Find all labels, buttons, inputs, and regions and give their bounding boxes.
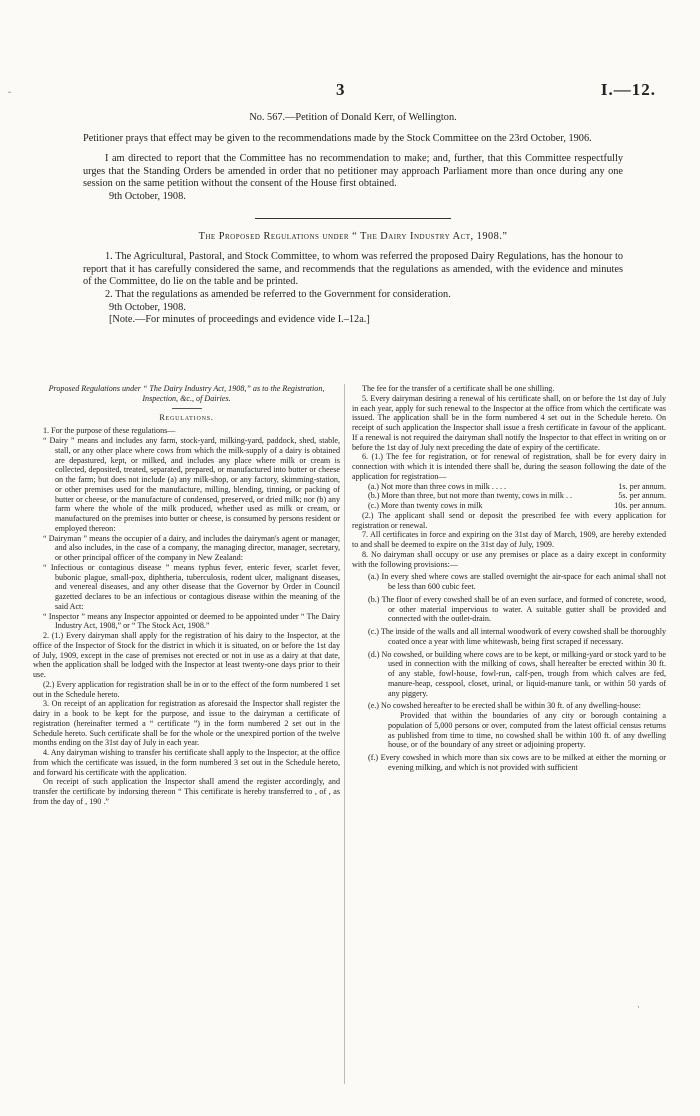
fee-row bbox=[352, 482, 666, 492]
paper-reference: I.—12. bbox=[600, 80, 656, 99]
clause-2-2: (2.) Every application for registration shall be in or to the effect of the form numbered 1 set out in the Schedule hereto. bbox=[33, 679, 340, 699]
top-section bbox=[83, 112, 623, 327]
regulations-heading: Regulations. bbox=[159, 412, 214, 422]
page-header bbox=[0, 80, 700, 100]
petition-date: 9th October, 1908. bbox=[109, 190, 186, 202]
clause-3: 3. On receipt of an application for registration as aforesaid the Inspector shall register the dairy in a book to be kept for the purpose, and issue to the dairyman a certificate of registration (hereinafter termed a “ certificate ”) in the form numbered 2 set out in the Schedule hereto. Such certificate shall be for the whole or the unexpired portion of the twelve months ending on the 31st day of July in each year. bbox=[33, 699, 340, 748]
right-column bbox=[352, 384, 666, 773]
provision-d: (d.) No cowshed, or building where cows are to be kept, or milking-yard or stock yard to be used in connection with the milking of cows, shall hereafter be erected within 30 ft. of any stable, fowl-house, fowl-run, calf-pen, trough from which calves are fed, manure-heap, cesspool, closet, urinal, or liquid-manure tank, or within 50 yards of any piggery. bbox=[368, 649, 666, 698]
provision-c: (c.) The inside of the walls and all internal woodwork of every cowshed shall be thoroughly coated once a year with lime whitewash, being first scraped if necessary. bbox=[368, 627, 666, 646]
clause-6-2: (2.) The applicant shall send or deposit the prescribed fee with every application for registration or renewal. bbox=[352, 510, 666, 530]
section-divider bbox=[255, 218, 451, 219]
report-note: [Note.—For minutes of proceedings and evidence vide I.–12a.] bbox=[109, 314, 370, 326]
regulations-title: Proposed Regulations under “ The Dairy Industry Act, 1908,” as to the Registration, Inspection, &c., of Dairies. bbox=[48, 384, 325, 403]
definition-dairy: “ Dairy ” means and includes any farm, stock-yard, milking-yard, paddock, shed, stable, stall, or any other place where cows from which the milk-supply of a dairy is obtained are depastured, kept, or milked, and includes any place where milk or cream is collected, deposited, treated, separated, prepared, or manufactured into butter or cheese on the farm; but does not include (a) any milk-shop, or any factory, skimming-station, or other premises used for the manufacture, milling, blending, tinning, or packing of butter or cheese, or the manufacture of condensed, preserved, or dried milk; nor (b) any farm where the whole of the milk produced, whether used as milk or cream, or manufactured on the premises into butter or cheese, is consumed by persons resident or employed thereon: bbox=[43, 436, 340, 533]
left-column bbox=[33, 384, 340, 807]
petition-prayer: Petitioner prays that effect may be given to the recommendations made by the Stock Committee on the 23rd October, 1906. bbox=[83, 132, 592, 144]
petition-report: I am directed to report that the Committee has no recommendation to make; and, further, that this Committee respectfully urges that the Standing Orders be amended in order that no petitioner may approach Parliament more than once during any one session on the same petition without the consent of the House first obtained. bbox=[83, 153, 623, 190]
margin-mark: · bbox=[637, 1002, 640, 1012]
definition-inspector: “ Inspector ” means any Inspector appointed or deemed to be appointed under “ The Dairy Industry Act, 1908,” or “ The Stock Act, 1908.” bbox=[43, 611, 340, 631]
report-paragraph-2: 2. That the regulations as amended be referred to the Government for consideration. bbox=[105, 288, 451, 300]
clause-7: 7. All certificates in force and expiring on the 31st day of March, 1909, are hereby extended to and shall be deemed to expire on the 31st day of July, 1909. bbox=[352, 530, 666, 549]
fee-amount: 1s. per annum. bbox=[618, 481, 666, 491]
definition-dairyman: “ Dairyman ” means the occupier of a dairy, and includes the dairyman's agent or manager, and also includes, in the case of a company, the managing director, manager, secretary, or other principal officer of the company in New Zealand: bbox=[43, 533, 340, 562]
clause-2-1: 2. (1.) Every dairyman shall apply for the registration of his dairy to the Inspector, at the office of the Inspector of Stock for the district in which it is situated, on or before the 1st day of July, 1909, except in the case of premises not erected or not in use as a dairy at that date, when the application shall be lodged with the Inspector at least twenty-one days prior to their use. bbox=[33, 631, 340, 679]
clause-8: 8. No dairyman shall occupy or use any premises or place as a dairy except in conformity with the following provisions:— bbox=[352, 549, 666, 569]
petition-title: No. 567.—Petition of Donald Kerr, of Wellington. bbox=[249, 112, 457, 123]
report-paragraph-1: 1. The Agricultural, Pastoral, and Stock Committee, to whom was referred the proposed Dairy Regulations, has the honour to report that it has carefully considered the same, and recommends that the regulations as amended, with the evidence and minutes of the Committee, do lie on the table and be printed. bbox=[83, 251, 623, 288]
margin-mark: ˇ bbox=[8, 90, 11, 100]
clause-1-intro: 1. For the purpose of these regulations— bbox=[43, 426, 176, 436]
clause-4-transfer: On receipt of such application the Inspector shall amend the register accordingly, and transfer the certificate by indorsing thereon “ This certificate is hereby transferred to , of , as from the day of , 190 .” bbox=[33, 777, 340, 806]
provision-e: (e.) No cowshed hereafter to be erected shall be within 30 ft. of any dwelling-house: bbox=[368, 701, 641, 711]
fee-row bbox=[352, 501, 666, 511]
fee-row bbox=[352, 491, 666, 501]
clause-6-1: 6. (1.) The fee for registration, or for renewal of registration, shall be for every dairy in connection with which it is intended there shall be, during the season following the date of the application for registration— bbox=[352, 452, 666, 481]
provision-b: (b.) The floor of every cowshed shall be of an even surface, and formed of concrete, wood, or other material impervious to water. A suitable gutter shall be provided and connected with the outlet-drain. bbox=[368, 594, 666, 624]
transfer-fee: The fee for the transfer of a certificate shall be one shilling. bbox=[362, 384, 555, 393]
provision-e-proviso: Provided that within the boundaries of any city or borough containing a population of 5,000 persons or over, computed from the latest official census returns as published from time to time, no cowshed shall be within 100 ft. of any dwelling house, or of the boundary of any street or adjoining property. bbox=[388, 711, 666, 750]
fee-amount: 5s. per annum. bbox=[618, 491, 666, 501]
clause-4: 4. Any dairyman wishing to transfer his certificate shall apply to the Inspector, at the office from which the certificate was issued, in the form numbered 3 set out in the Schedule hereto, and forward his certificate with the application. bbox=[33, 748, 340, 777]
definition-infectious-disease: “ Infectious or contagious disease ” means typhus fever, enteric fever, scarlet fever, bubonic plague, small-pox, diphtheria, tuberculosis, rodent ulcer, malignant diseases, and venereal diseases, and any other disease that the Governor by Order in Council gazetted declares to be an infectious or contagious disease within the meaning of the said Act: bbox=[43, 562, 340, 611]
column-divider bbox=[344, 384, 345, 1084]
title-rule bbox=[172, 408, 202, 409]
fee-description: (b.) More than three, but not more than twenty, cows in milk . . bbox=[368, 491, 573, 501]
page-number: 3 bbox=[336, 80, 345, 99]
clause-5: 5. Every dairyman desiring a renewal of his certificate shall, on or before the 1st day of July in each year, apply for such renewal to the Inspector at the office from which the certificate was issued. The application shall be in the form numbered 4 set out in the Schedule hereto. On receipt of such application the Inspector shall issue a fresh certificate in favour of the applicant. If a renewal is not required the dairyman shall notify the Inspector to that effect in writing on or before the 1st day of July next preceding the date of expiry of the certificate. bbox=[352, 393, 666, 452]
fee-description: (c.) More than twenty cows in milk bbox=[368, 501, 483, 510]
fee-description: (a.) Not more than three cows in milk . . . . bbox=[368, 481, 507, 491]
fee-amount: 10s. per annum. bbox=[614, 501, 666, 510]
regulations-report-title: The Proposed Regulations under “ The Dairy Industry Act, 1908.” bbox=[198, 230, 508, 242]
provision-f: (f.) Every cowshed in which more than six cows are to be milked at either the morning or evening milking, and which is not provided with sufficient bbox=[368, 753, 666, 772]
provision-a: (a.) In every shed where cows are stalled overnight the air-space for each animal shall not be less than 600 cubic feet. bbox=[368, 572, 666, 591]
report-date: 9th October, 1908. bbox=[109, 301, 186, 313]
